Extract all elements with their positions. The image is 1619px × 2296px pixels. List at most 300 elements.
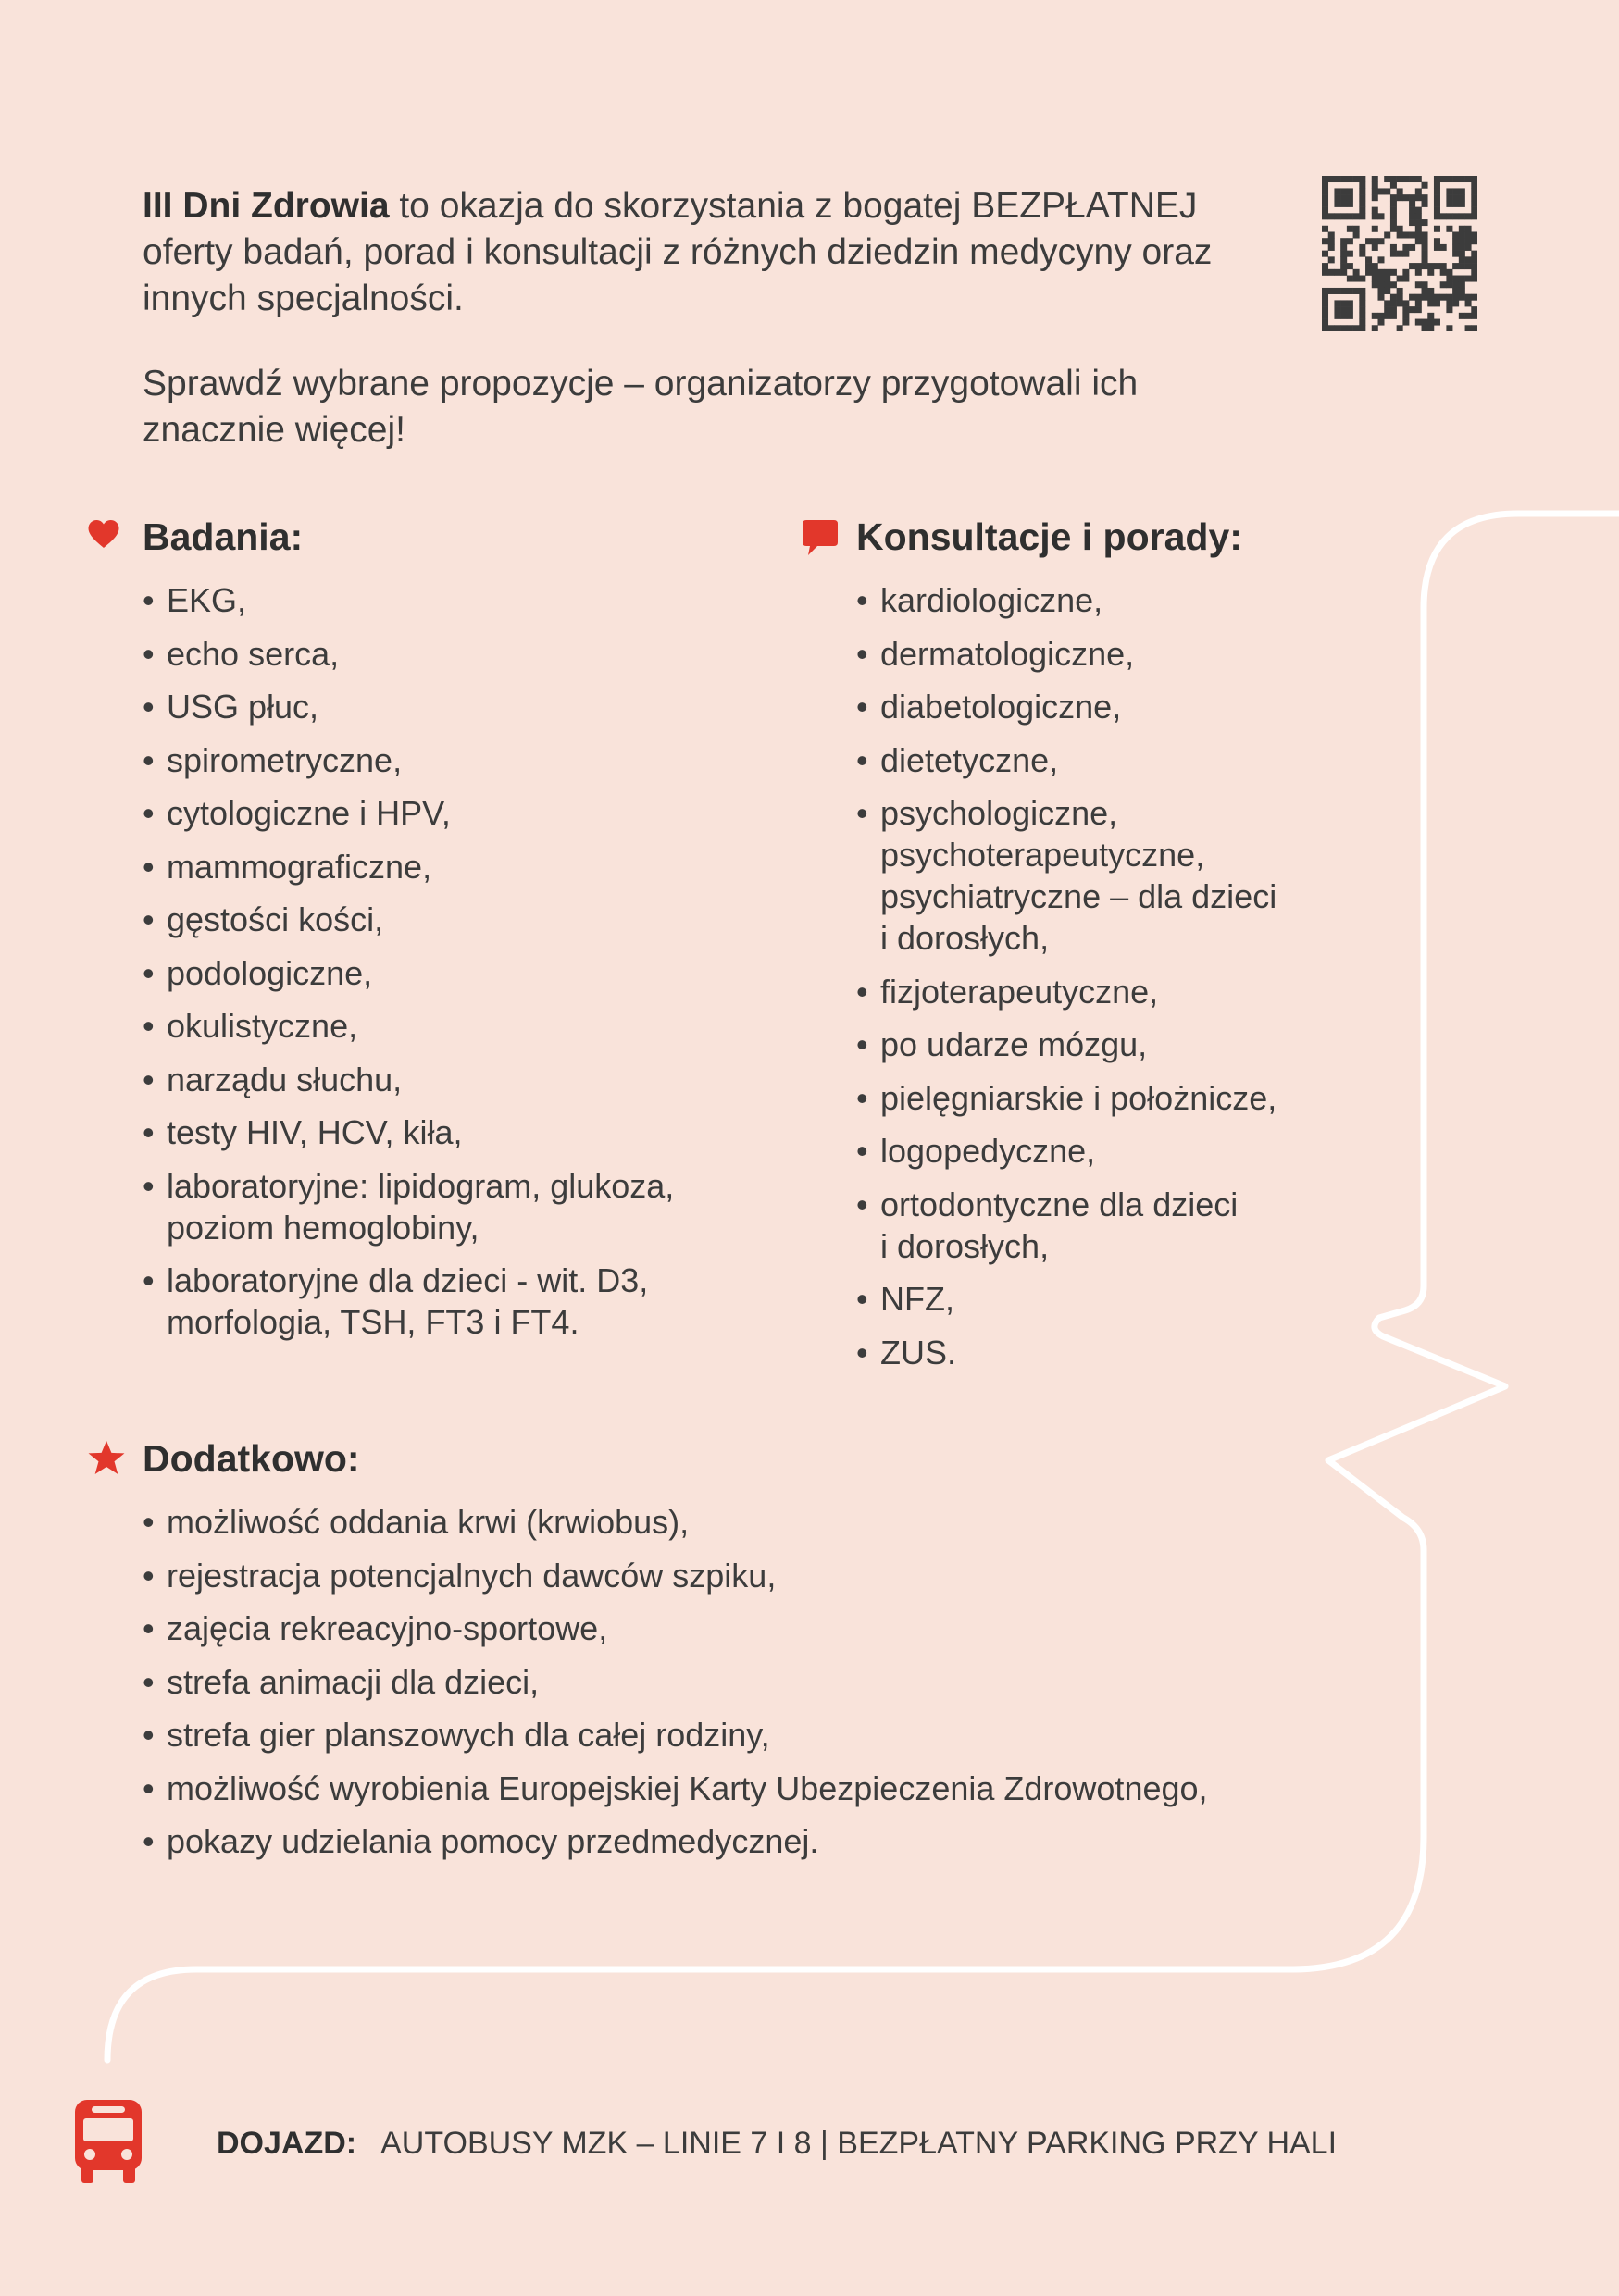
qr-module [1471, 182, 1477, 189]
list-item [143, 1005, 809, 1047]
qr-module [1390, 219, 1397, 226]
qr-module [1446, 281, 1452, 288]
list-item-line: • USG płuc, [167, 688, 319, 726]
qr-module [1384, 269, 1390, 276]
qr-module [1353, 176, 1360, 182]
qr-module [1415, 269, 1422, 276]
event-name: III Dni Zdrowia [143, 186, 390, 226]
list-item [143, 1111, 809, 1153]
qr-module [1347, 251, 1353, 257]
qr-module [1415, 176, 1422, 182]
qr-module [1340, 300, 1347, 306]
qr-module [1372, 188, 1378, 194]
qr-module [1427, 313, 1434, 319]
qr-module [1340, 213, 1347, 219]
qr-module [1446, 176, 1452, 182]
qr-module [1372, 226, 1378, 232]
qr-module [1353, 325, 1360, 331]
qr-module [1465, 263, 1472, 269]
list-item-line: • spirometryczne, [167, 740, 403, 779]
list-item-line: • kardiologiczne, [880, 581, 1103, 619]
qr-module [1390, 306, 1397, 313]
list-item-line: • dietetyczne, [880, 740, 1059, 779]
qr-module [1471, 325, 1477, 331]
list-item-line: psychoterapeutyczne, [880, 836, 1205, 874]
qr-module [1359, 201, 1365, 207]
qr-module [1452, 238, 1459, 244]
qr-module [1465, 238, 1472, 244]
qr-module [1452, 194, 1459, 201]
qr-module [1322, 182, 1328, 189]
qr-module [1422, 288, 1428, 294]
qr-module [1322, 263, 1328, 269]
qr-module [1446, 269, 1452, 276]
qr-module [1459, 288, 1465, 294]
qr-module [1427, 325, 1434, 331]
qr-module [1322, 238, 1328, 244]
qr-module [1377, 313, 1384, 319]
qr-module [1322, 294, 1328, 301]
qr-module [1440, 294, 1447, 301]
list-item [143, 739, 809, 781]
qr-module [1347, 263, 1353, 269]
qr-module [1422, 219, 1428, 226]
qr-module [1384, 188, 1390, 194]
list-item [856, 1332, 1375, 1373]
qr-module [1397, 176, 1403, 182]
qr-module [1415, 300, 1422, 306]
qr-module [1384, 281, 1390, 288]
qr-module [1377, 269, 1384, 276]
qr-module [1440, 176, 1447, 182]
qr-module [1340, 244, 1347, 251]
qr-module [1446, 325, 1452, 331]
qr-module [1434, 201, 1440, 207]
list-item [143, 899, 809, 940]
qr-module [1422, 294, 1428, 301]
qr-module [1377, 276, 1384, 282]
qr-module [1459, 194, 1465, 201]
list-item [143, 1714, 1438, 1756]
intro-paragraph [143, 183, 1253, 322]
qr-module [1434, 238, 1440, 244]
qr-module [1390, 226, 1397, 232]
qr-module [1446, 188, 1452, 194]
list-item [856, 1278, 1375, 1320]
qr-module [1340, 188, 1347, 194]
bus-icon [74, 2099, 143, 2184]
qr-module [1372, 325, 1378, 331]
qr-module [1334, 313, 1340, 319]
qr-module [1459, 176, 1465, 182]
list-item-line: • podologiczne, [167, 953, 373, 992]
qr-module [1465, 226, 1472, 232]
qr-module [1359, 319, 1365, 326]
qr-module [1340, 194, 1347, 201]
qr-module [1446, 300, 1452, 306]
qr-module [1334, 269, 1340, 276]
qr-module [1377, 238, 1384, 244]
qr-module [1384, 288, 1390, 294]
list-item-line: • logopedyczne, [880, 1132, 1096, 1170]
qr-module [1372, 276, 1378, 282]
qr-module [1471, 313, 1477, 319]
qr-module [1353, 226, 1360, 232]
qr-module [1415, 207, 1422, 214]
qr-module [1334, 194, 1340, 201]
qr-module [1409, 176, 1415, 182]
qr-module [1434, 263, 1440, 269]
list-item-line: • okulistyczne, [167, 1007, 358, 1045]
qr-module [1397, 300, 1403, 306]
qr-module [1340, 306, 1347, 313]
heart-icon [87, 518, 120, 550]
qr-module [1434, 176, 1440, 182]
qr-module [1459, 201, 1465, 207]
qr-module [1452, 176, 1459, 182]
qr-module [1372, 263, 1378, 269]
list-item [143, 1059, 809, 1100]
qr-module [1446, 226, 1452, 232]
qr-module [1402, 244, 1409, 251]
qr-module [1422, 251, 1428, 257]
qr-module [1422, 194, 1428, 201]
list-item [856, 579, 1375, 621]
qr-module [1372, 269, 1378, 276]
qr-module [1402, 269, 1409, 276]
qr-module [1422, 263, 1428, 269]
qr-module [1465, 256, 1472, 263]
qr-module [1397, 251, 1403, 257]
list-item [856, 971, 1375, 1012]
qr-module [1415, 281, 1422, 288]
qr-module [1434, 226, 1440, 232]
qr-module [1384, 276, 1390, 282]
qr-module [1422, 244, 1428, 251]
list-item [856, 1077, 1375, 1119]
list-item-line: • ortodontyczne dla dzieci [880, 1185, 1239, 1223]
qr-module [1322, 269, 1328, 276]
qr-module [1328, 238, 1335, 244]
qr-module [1334, 176, 1340, 182]
qr-module [1415, 213, 1422, 219]
qr-module [1347, 276, 1353, 282]
qr-module [1402, 251, 1409, 257]
list-item-line: • dermatologiczne, [880, 634, 1135, 673]
list-item [143, 1165, 809, 1248]
qr-module [1359, 188, 1365, 194]
qr-module [1334, 325, 1340, 331]
qr-module [1390, 269, 1397, 276]
qr-module [1359, 325, 1365, 331]
qr-module [1390, 176, 1397, 182]
qr-module [1452, 276, 1459, 282]
qr-module [1471, 201, 1477, 207]
qr-module [1422, 201, 1428, 207]
list-item-line: • gęstości kości, [167, 900, 384, 938]
qr-module [1409, 194, 1415, 201]
qr-module [1340, 288, 1347, 294]
qr-module [1372, 194, 1378, 201]
qr-module [1440, 244, 1447, 251]
qr-module [1465, 294, 1472, 301]
qr-module [1409, 244, 1415, 251]
qr-module [1328, 256, 1335, 263]
qr-module [1322, 201, 1328, 207]
qr-module [1359, 313, 1365, 319]
qr-module [1359, 276, 1365, 282]
qr-module [1446, 306, 1452, 313]
qr-module [1415, 226, 1422, 232]
list-item-line: • testy HIV, HCV, kiła, [167, 1113, 463, 1151]
list-item-line: • diabetologiczne, [880, 688, 1122, 726]
qr-module [1377, 319, 1384, 326]
list-item [856, 739, 1375, 781]
qr-module [1465, 313, 1472, 319]
qr-module [1397, 226, 1403, 232]
qr-module [1459, 294, 1465, 301]
qr-module [1471, 213, 1477, 219]
list-item [143, 1555, 1438, 1596]
qr-module [1334, 188, 1340, 194]
list-item [143, 579, 809, 621]
qr-module [1434, 188, 1440, 194]
qr-module [1390, 213, 1397, 219]
list-item-line: • rejestracja potencjalnych dawców szpiku, [167, 1556, 777, 1595]
qr-code[interactable] [1322, 176, 1477, 331]
qr-module [1359, 182, 1365, 189]
qr-module [1359, 294, 1365, 301]
qr-module [1434, 319, 1440, 326]
qr-module [1328, 269, 1335, 276]
qr-module [1328, 213, 1335, 219]
list-item [143, 846, 809, 887]
qr-module [1402, 276, 1409, 282]
qr-module [1390, 251, 1397, 257]
qr-module [1434, 294, 1440, 301]
list-item-line: • strefa animacji dla dzieci, [167, 1662, 540, 1701]
qr-module [1372, 281, 1378, 288]
qr-module [1347, 288, 1353, 294]
qr-module [1452, 201, 1459, 207]
badania-list [143, 579, 809, 1343]
qr-module [1340, 263, 1347, 269]
qr-module [1471, 256, 1477, 263]
qr-module [1322, 194, 1328, 201]
qr-module [1322, 288, 1328, 294]
list-item-line: i dorosłych, [880, 919, 1050, 957]
qr-module [1322, 176, 1328, 182]
list-item-line: • laboratoryjne: lipidogram, glukoza, [167, 1166, 675, 1205]
qr-module [1347, 176, 1353, 182]
list-item [143, 633, 809, 675]
list-item-line: • mammograficzne, [167, 847, 432, 886]
qr-module [1434, 194, 1440, 201]
list-item-line: i dorosłych, [880, 1226, 1050, 1265]
qr-module [1402, 300, 1409, 306]
qr-module [1409, 294, 1415, 301]
konsultacje-list [856, 579, 1375, 1373]
qr-module [1322, 188, 1328, 194]
qr-module [1397, 276, 1403, 282]
qr-module [1322, 313, 1328, 319]
qr-module [1365, 263, 1372, 269]
intro-lead: to okazja do skorzystania z bogatej BEZPŁATNEJ oferty badań, porad i konsultacji z różnych dziedzin medycyny oraz innych specjalności. [143, 186, 1213, 318]
qr-module [1409, 263, 1415, 269]
qr-module [1340, 251, 1347, 257]
qr-module [1471, 269, 1477, 276]
qr-module [1427, 288, 1434, 294]
qr-module [1459, 313, 1465, 319]
qr-module [1422, 319, 1428, 326]
qr-module [1384, 300, 1390, 306]
qr-module [1390, 313, 1397, 319]
list-item [143, 1607, 1438, 1649]
qr-module [1402, 319, 1409, 326]
qr-module [1328, 176, 1335, 182]
list-item [143, 1260, 809, 1343]
qr-module [1434, 213, 1440, 219]
qr-module [1446, 294, 1452, 301]
qr-module [1384, 313, 1390, 319]
qr-module [1397, 231, 1403, 238]
qr-module [1409, 213, 1415, 219]
qr-module [1372, 182, 1378, 189]
qr-module [1452, 281, 1459, 288]
qr-module [1402, 231, 1409, 238]
qr-module [1471, 207, 1477, 214]
qr-module [1415, 263, 1422, 269]
qr-module [1390, 294, 1397, 301]
qr-module [1328, 325, 1335, 331]
qr-module [1340, 256, 1347, 263]
qr-module [1465, 176, 1472, 182]
qr-module [1359, 288, 1365, 294]
section-heading [856, 511, 1375, 563]
qr-module [1365, 238, 1372, 244]
section-title: Dodatkowo: [143, 1437, 360, 1480]
qr-module [1390, 281, 1397, 288]
qr-module [1322, 325, 1328, 331]
qr-module [1422, 182, 1428, 189]
qr-module [1402, 176, 1409, 182]
list-item [143, 1501, 1438, 1543]
intro-cta: Sprawdź wybrane propozycje – organizatorzy przygotowali ich znacznie więcej! [143, 364, 1139, 450]
section-title: Badania: [143, 515, 304, 558]
qr-module [1427, 263, 1434, 269]
qr-module [1377, 288, 1384, 294]
list-item-line: poziom hemoglobiny, [167, 1208, 479, 1247]
qr-module [1359, 306, 1365, 313]
qr-module [1353, 288, 1360, 294]
qr-module [1471, 263, 1477, 269]
qr-module [1334, 201, 1340, 207]
list-item-line: • laboratoryjne dla dzieci - wit. D3, [167, 1261, 649, 1299]
qr-module [1340, 238, 1347, 244]
qr-module [1384, 306, 1390, 313]
list-item [143, 792, 809, 834]
qr-module [1372, 176, 1378, 182]
qr-module [1409, 306, 1415, 313]
qr-module [1415, 188, 1422, 194]
qr-module [1390, 182, 1397, 189]
qr-module [1434, 244, 1440, 251]
list-item [143, 686, 809, 727]
qr-module [1347, 300, 1353, 306]
qr-module [1446, 213, 1452, 219]
section-heading [143, 511, 809, 563]
qr-module [1452, 213, 1459, 219]
qr-module [1465, 213, 1472, 219]
qr-module [1471, 188, 1477, 194]
qr-module [1452, 188, 1459, 194]
section-title: Konsultacje i porady: [856, 515, 1242, 558]
qr-module [1422, 231, 1428, 238]
footer-label: DOJAZD: [217, 2126, 357, 2161]
qr-module [1390, 244, 1397, 251]
qr-module [1452, 294, 1459, 301]
qr-module [1347, 313, 1353, 319]
qr-module [1465, 231, 1472, 238]
qr-module [1434, 182, 1440, 189]
star-icon [87, 1440, 126, 1477]
qr-module [1427, 319, 1434, 326]
qr-module [1440, 269, 1447, 276]
section-konsultacje [856, 511, 1375, 1384]
qr-module [1427, 269, 1434, 276]
qr-module [1377, 281, 1384, 288]
qr-module [1347, 325, 1353, 331]
qr-module [1452, 244, 1459, 251]
qr-module [1459, 281, 1465, 288]
qr-module [1390, 201, 1397, 207]
qr-module [1397, 188, 1403, 194]
qr-module [1334, 213, 1340, 219]
qr-module [1359, 207, 1365, 214]
list-item-line: • zajęcia rekreacyjno-sportowe, [167, 1609, 608, 1647]
qr-module [1459, 256, 1465, 263]
qr-module [1415, 219, 1422, 226]
qr-module [1459, 238, 1465, 244]
qr-module [1427, 294, 1434, 301]
list-item-line: • pielęgniarskie i położnicze, [880, 1078, 1277, 1117]
list-item-line: • EKG, [167, 581, 247, 619]
list-item-line: morfologia, TSH, FT3 i FT4. [167, 1303, 579, 1341]
qr-module [1471, 194, 1477, 201]
qr-module [1459, 276, 1465, 282]
qr-module [1328, 288, 1335, 294]
section-heading [143, 1433, 1438, 1484]
qr-module [1434, 300, 1440, 306]
qr-module [1427, 300, 1434, 306]
list-item-line: • NFZ, [880, 1280, 954, 1318]
qr-module [1340, 313, 1347, 319]
qr-module [1446, 201, 1452, 207]
qr-module [1459, 226, 1465, 232]
qr-module [1446, 194, 1452, 201]
list-item [143, 1768, 1438, 1809]
qr-module [1471, 231, 1477, 238]
qr-module [1340, 325, 1347, 331]
qr-module [1347, 238, 1353, 244]
qr-module [1440, 263, 1447, 269]
qr-module [1422, 281, 1428, 288]
qr-module [1409, 231, 1415, 238]
qr-module [1471, 238, 1477, 244]
qr-module [1465, 244, 1472, 251]
qr-module [1452, 300, 1459, 306]
qr-module [1397, 294, 1403, 301]
